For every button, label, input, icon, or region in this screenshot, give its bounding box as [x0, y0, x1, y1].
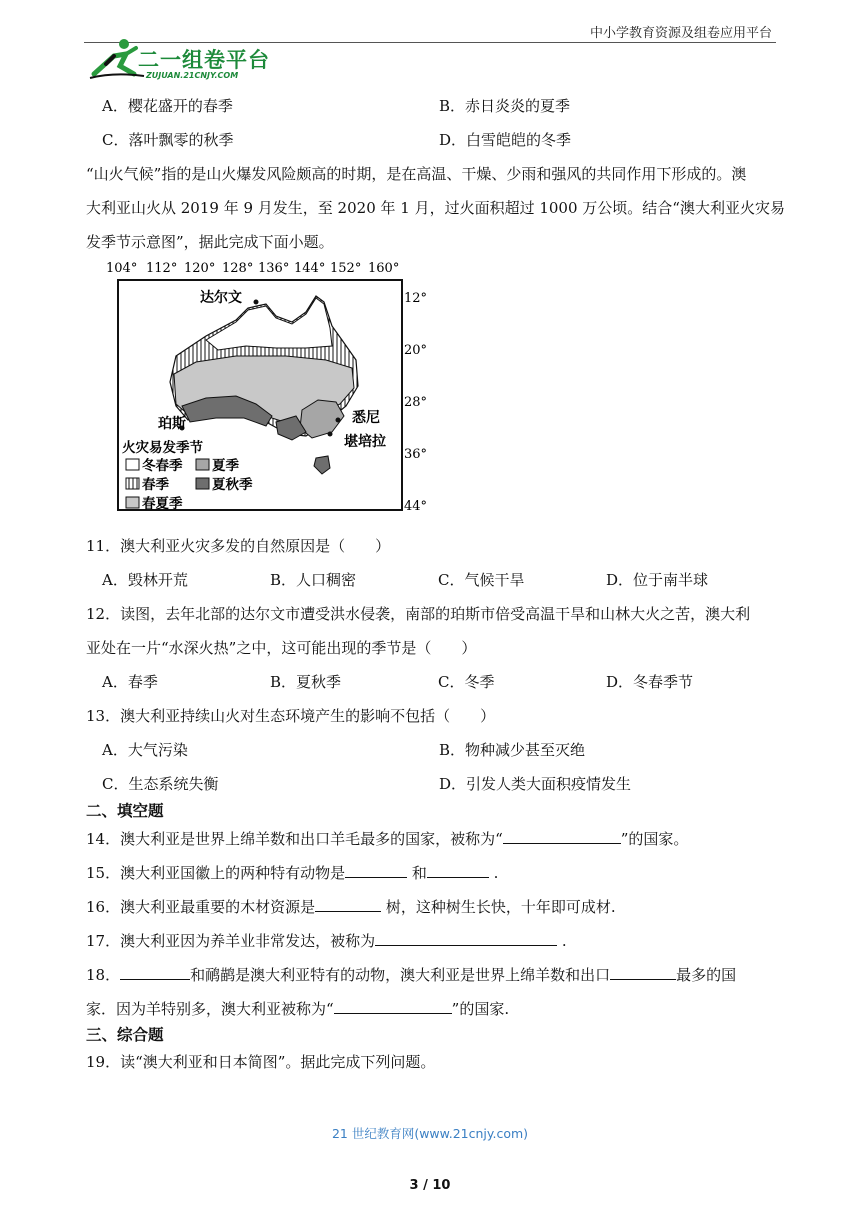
q19-stem: 19．读“澳大利亚和日本简图”。据此完成下列问题。 [86, 1053, 436, 1071]
q13-option-c: C．生态系统失衡 [102, 775, 219, 793]
lat-label: 20° [404, 343, 428, 358]
intro-line-2: 大利亚山火从 2019 年 9 月发生，至 2020 年 1 月，过火面积超过 1000 万公顷。结合“澳大利亚火灾易 [86, 199, 785, 217]
q13-option-b: B．物种减少甚至灭绝 [439, 741, 586, 759]
footer-site-link[interactable]: 21 世纪教育网(www.21cnjy.com) [331, 1126, 529, 1141]
q14-blank[interactable] [503, 828, 621, 844]
lon-label: 136° [258, 261, 290, 276]
legend-label: 夏秋季 [212, 477, 253, 493]
lon-label: 152° [330, 261, 362, 276]
q12-option-d: D．冬春季节 [606, 673, 694, 691]
city-label-sydney: 悉尼 [352, 410, 380, 426]
q17-blank[interactable] [375, 930, 557, 946]
q13-option-a: A．大气污染 [102, 741, 188, 759]
q18-blank-3[interactable] [334, 998, 452, 1014]
q10-option-d: D．白雪皑皑的冬季 [439, 131, 572, 149]
q18-text: 和鸸鹋是澳大利亚特有的动物，澳大利亚是世界上绵羊数和出口 [190, 966, 611, 984]
q17-text-end: . [557, 932, 567, 950]
logo-text: 二一组卷平台 [138, 48, 270, 72]
legend-swatch-winter-spring [126, 459, 139, 470]
lon-label: 104° [106, 261, 138, 276]
q16-blank[interactable] [315, 896, 381, 912]
section-heading-comprehensive: 三、综合题 [86, 1026, 164, 1044]
q15-blank-1[interactable] [345, 862, 407, 878]
q18-blank-1[interactable] [120, 964, 190, 980]
q18-text-c: 家．因为羊特别多，澳大利亚被称为“ [86, 1000, 334, 1018]
lon-label: 112° [146, 261, 178, 276]
lat-label: 28° [404, 395, 428, 410]
legend-title: 火灾易发季节 [122, 440, 203, 456]
q12-stem-line-1: 12．读图，去年北部的达尔文市遭受洪水侵袭，南部的珀斯市倍受高温干旱和山林大火之苦，澳大利 [86, 605, 751, 623]
legend-swatch-summer [196, 459, 209, 470]
page-number: 3 / 10 [409, 1178, 451, 1193]
logo-subtitle: ZUJUAN.21CNJY.COM [146, 71, 239, 80]
q16-text: 16．澳大利亚最重要的木材资源是 [86, 898, 316, 916]
legend-label: 春夏季 [142, 496, 183, 512]
lon-label: 144° [294, 261, 326, 276]
q18-line-1 [86, 964, 736, 985]
city-label-perth: 珀斯 [158, 416, 186, 432]
q14 [86, 828, 688, 849]
city-label-canberra: 堪培拉 [344, 434, 386, 450]
lon-label: 160° [368, 261, 400, 276]
section-heading-fill-blank: 二、填空题 [86, 802, 164, 820]
q12-stem-line-2: 亚处在一片“水深火热”之中，这可能出现的季节是（ ） [86, 639, 477, 657]
q11-stem: 11．澳大利亚火灾多发的自然原因是（ ） [86, 537, 391, 555]
q14-text: 14．澳大利亚是世界上绵羊数和出口羊毛最多的国家，被称为“ [86, 830, 503, 848]
q18-number: 18． [86, 966, 121, 984]
legend-swatch-spring [126, 478, 139, 489]
legend-swatch-summer-autumn [196, 478, 209, 489]
lat-label: 36° [404, 447, 428, 462]
legend-label: 春季 [142, 477, 169, 493]
q18-blank-2[interactable] [610, 964, 676, 980]
q17 [86, 930, 567, 951]
q13-stem: 13．澳大利亚持续山火对生态环境产生的影响不包括（ ） [86, 707, 496, 725]
q15-text: 15．澳大利亚国徽上的两种特有动物是 [86, 864, 346, 882]
legend-swatch-spring-summer [126, 497, 139, 508]
australia-fire-season-map [96, 256, 442, 516]
lat-label: 44° [404, 499, 428, 514]
q17-text: 17．澳大利亚因为养羊业非常发达，被称为 [86, 932, 376, 950]
legend-label: 冬春季 [142, 458, 183, 474]
q16-text-end: 树，这种树生长快，十年即可成材. [381, 898, 616, 916]
city-label-darwin: 达尔文 [200, 290, 242, 306]
q18-text-b: 最多的国 [676, 966, 737, 984]
intro-line-1: “山火气候”指的是山火爆发风险颇高的时期，是在高温、干燥、少雨和强风的共同作用下形成的。澳 [86, 165, 747, 183]
q14-text-end: ”的国家。 [620, 830, 689, 848]
lon-label: 120° [184, 261, 216, 276]
q18-line-2 [86, 998, 509, 1019]
q11-option-d: D．位于南半球 [606, 571, 709, 589]
lat-label: 12° [404, 291, 428, 306]
q15-text-mid: 和 [407, 864, 427, 882]
q10-option-b: B．赤日炎炎的夏季 [439, 97, 571, 115]
q15-blank-2[interactable] [427, 862, 489, 878]
intro-line-3: 发季节示意图”，据此完成下面小题。 [86, 233, 334, 251]
q15-text-end: . [488, 864, 499, 882]
lon-label: 128° [222, 261, 254, 276]
q10-option-c: C．落叶飘零的秋季 [102, 131, 234, 149]
platform-name: 中小学教育资源及组卷应用平台 [589, 26, 772, 41]
city-marker [328, 432, 333, 437]
q11-option-a: A．毁林开荒 [102, 571, 188, 589]
q12-option-b: B．夏秋季 [270, 673, 342, 691]
q11-option-c: C．气候干旱 [438, 571, 525, 589]
q11-option-b: B．人口稠密 [270, 571, 357, 589]
q12-option-c: C．冬季 [438, 673, 495, 691]
q10-option-a: A．樱花盛开的春季 [102, 97, 233, 115]
q15 [86, 862, 498, 883]
q16 [86, 896, 616, 917]
q12-option-a: A．春季 [102, 673, 158, 691]
city-marker [254, 300, 259, 305]
city-marker [336, 418, 341, 423]
q18-text-end: ”的国家. [451, 1000, 510, 1018]
q13-option-d: D．引发人类大面积疫情发生 [439, 775, 632, 793]
legend-label: 夏季 [212, 458, 239, 474]
